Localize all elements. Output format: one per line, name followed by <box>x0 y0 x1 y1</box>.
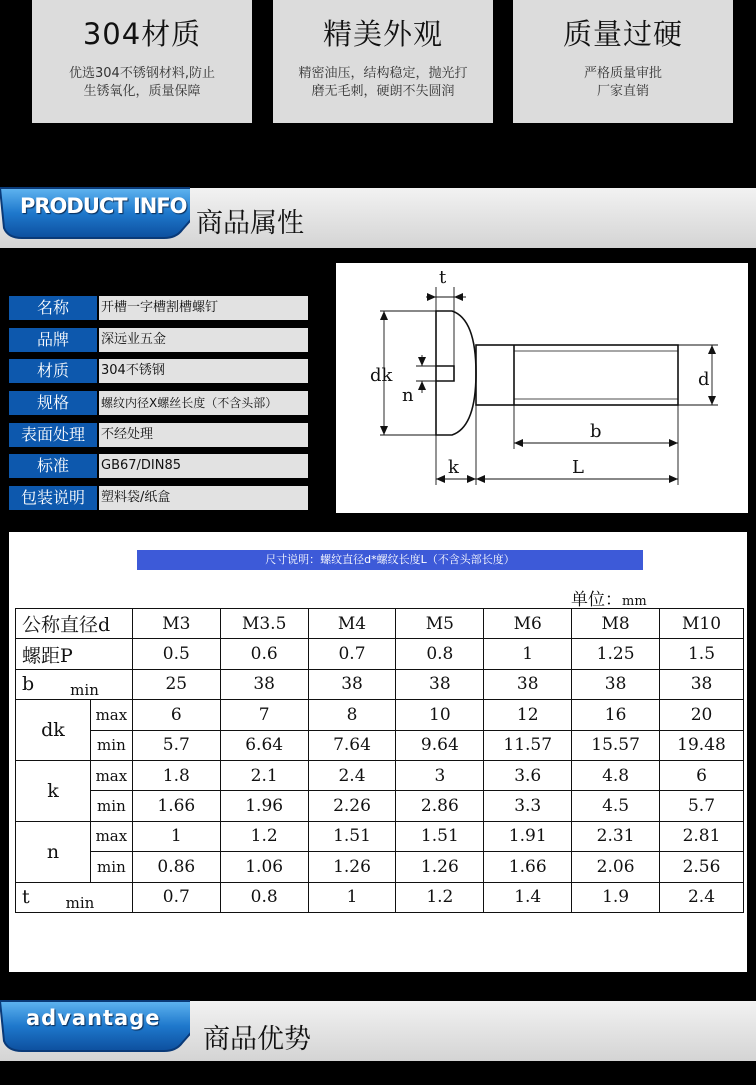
advantage-tab <box>0 993 190 1057</box>
n-max-cell: 2.81 <box>660 821 744 851</box>
t-cell: 0.7 <box>132 882 220 912</box>
attr-row-spec <box>9 391 308 415</box>
feature-card-appearance <box>273 0 493 123</box>
attr-value: 深远业五金 <box>99 328 308 352</box>
unit-value: mm <box>622 594 647 609</box>
n-max-cell: 1 <box>132 821 220 851</box>
n-label: n <box>16 821 91 882</box>
product-info-bar <box>0 188 756 248</box>
k-max-cell: 6 <box>660 760 744 790</box>
attr-key: 包装说明 <box>9 486 97 510</box>
max-label: max <box>90 700 132 730</box>
k-max-cell: 3.6 <box>484 760 572 790</box>
n-min-cell: 0.86 <box>132 852 220 882</box>
size-cell: M6 <box>484 609 572 639</box>
dk-min-cell: 7.64 <box>308 730 396 760</box>
t-label-cell <box>16 882 133 912</box>
dk-max-cell: 16 <box>572 700 660 730</box>
dk-max-cell: 20 <box>660 700 744 730</box>
n-min-cell: 1.26 <box>308 852 396 882</box>
dk-min-cell: 19.48 <box>660 730 744 760</box>
t-cell: 2.4 <box>660 882 744 912</box>
feature-card-quality <box>513 0 733 123</box>
min-label: min <box>90 791 132 821</box>
table-row <box>16 821 744 851</box>
pitch-cell: 0.7 <box>308 639 396 669</box>
feature-title: 304材质 <box>82 17 202 51</box>
pitch-cell: 1.5 <box>660 639 744 669</box>
t-cell: 1.9 <box>572 882 660 912</box>
feature-desc <box>513 65 733 101</box>
min-label: min <box>90 730 132 760</box>
attr-row-surface <box>9 423 308 447</box>
pitch-cell: 0.8 <box>396 639 484 669</box>
b-label-cell <box>16 669 133 699</box>
size-cell: M4 <box>308 609 396 639</box>
table-row <box>16 882 744 912</box>
feature-desc-line: 厂家直销 <box>596 84 649 99</box>
feature-desc-line: 优选304不锈钢材料,防止 <box>69 66 215 81</box>
screw-diagram <box>336 263 748 513</box>
k-min-cell: 2.86 <box>396 791 484 821</box>
b-cell: 38 <box>396 669 484 699</box>
size-note: 尺寸说明：螺纹直径d*螺纹长度L（不含头部长度） <box>137 550 643 570</box>
dk-min-cell: 5.7 <box>132 730 220 760</box>
n-max-cell: 1.51 <box>308 821 396 851</box>
feature-desc <box>32 65 252 101</box>
feature-desc <box>273 65 493 101</box>
max-label: max <box>90 821 132 851</box>
tab-text: PRODUCT INFO <box>20 194 187 218</box>
screw-drawing-icon <box>336 263 748 513</box>
feature-title: 质量过硬 <box>562 17 683 51</box>
dk-max-cell: 8 <box>308 700 396 730</box>
n-min-cell: 1.26 <box>396 852 484 882</box>
b-cell: 38 <box>484 669 572 699</box>
attr-key: 表面处理 <box>9 423 97 447</box>
label-t: t <box>439 267 447 288</box>
size-cell: M3.5 <box>220 609 308 639</box>
feature-desc-line: 严格质量审批 <box>583 66 662 81</box>
attr-row-standard <box>9 454 308 478</box>
attr-row-name <box>9 296 308 320</box>
b-label: b <box>22 673 35 696</box>
attr-key: 名称 <box>9 296 97 320</box>
dk-max-cell: 6 <box>132 700 220 730</box>
spec-table-panel <box>9 532 747 972</box>
size-cell: M3 <box>132 609 220 639</box>
label-d: d <box>698 369 710 390</box>
k-label: k <box>16 760 91 821</box>
k-min-cell: 2.26 <box>308 791 396 821</box>
table-row <box>16 791 744 821</box>
feature-desc-line: 精密油压，结构稳定，抛光打 <box>298 66 468 81</box>
attr-row-package <box>9 486 308 510</box>
label-L: L <box>572 457 584 478</box>
dk-max-cell: 10 <box>396 700 484 730</box>
k-max-cell: 1.8 <box>132 760 220 790</box>
t-cell: 1.4 <box>484 882 572 912</box>
k-max-cell: 2.4 <box>308 760 396 790</box>
unit-label <box>571 585 647 610</box>
t-sub: min <box>65 894 95 913</box>
attr-key: 材质 <box>9 359 97 383</box>
n-min-cell: 1.66 <box>484 852 572 882</box>
min-label: min <box>90 852 132 882</box>
b-sub: min <box>70 681 99 700</box>
table-row <box>16 852 744 882</box>
k-max-cell: 3 <box>396 760 484 790</box>
n-max-cell: 1.51 <box>396 821 484 851</box>
label-k: k <box>448 457 459 478</box>
attr-value: GB67/DIN85 <box>99 454 308 478</box>
feature-card-material <box>32 0 252 123</box>
k-min-cell: 3.3 <box>484 791 572 821</box>
label-b: b <box>590 421 602 442</box>
label-dk: dk <box>370 365 393 386</box>
attr-value: 螺纹内径X螺丝长度（不含头部） <box>99 391 308 415</box>
b-cell: 38 <box>220 669 308 699</box>
max-label: max <box>90 760 132 790</box>
t-cell: 1.2 <box>396 882 484 912</box>
t-cell: 1 <box>308 882 396 912</box>
feature-desc-line: 生锈氧化，质量保障 <box>83 84 201 99</box>
table-row <box>16 639 744 669</box>
t-label: t <box>22 886 30 909</box>
n-min-cell: 1.06 <box>220 852 308 882</box>
pitch-label: 螺距P <box>16 639 133 669</box>
unit-prefix: 单位： <box>571 590 622 610</box>
attr-value: 塑料袋/纸盒 <box>99 486 308 510</box>
dk-min-cell: 9.64 <box>396 730 484 760</box>
b-cell: 25 <box>132 669 220 699</box>
dk-min-cell: 11.57 <box>484 730 572 760</box>
pitch-cell: 1.25 <box>572 639 660 669</box>
attr-key: 品牌 <box>9 328 97 352</box>
dk-min-cell: 15.57 <box>572 730 660 760</box>
feature-title: 精美外观 <box>322 17 443 51</box>
attr-key: 标准 <box>9 454 97 478</box>
section-title: 商品属性 <box>196 208 304 239</box>
k-max-cell: 4.8 <box>572 760 660 790</box>
table-row <box>16 730 744 760</box>
header-label: 公称直径d <box>16 609 133 639</box>
k-min-cell: 1.96 <box>220 791 308 821</box>
b-cell: 38 <box>308 669 396 699</box>
k-min-cell: 4.5 <box>572 791 660 821</box>
table-row <box>16 609 744 639</box>
n-max-cell: 2.31 <box>572 821 660 851</box>
b-cell: 38 <box>572 669 660 699</box>
attr-value: 开槽一字槽割槽螺钉 <box>99 296 308 320</box>
attr-value: 不经处理 <box>99 423 308 447</box>
spec-table <box>15 608 744 913</box>
product-info-tab <box>0 180 190 244</box>
pitch-cell: 0.6 <box>220 639 308 669</box>
attr-value: 304不锈钢 <box>99 359 308 383</box>
section-title: 商品优势 <box>203 1024 311 1055</box>
b-cell: 38 <box>660 669 744 699</box>
label-n: n <box>402 385 414 406</box>
k-max-cell: 2.1 <box>220 760 308 790</box>
table-row <box>16 700 744 730</box>
dk-min-cell: 6.64 <box>220 730 308 760</box>
dk-max-cell: 12 <box>484 700 572 730</box>
table-row <box>16 760 744 790</box>
attr-row-brand <box>9 328 308 352</box>
size-cell: M5 <box>396 609 484 639</box>
k-min-cell: 1.66 <box>132 791 220 821</box>
attr-row-material <box>9 359 308 383</box>
k-min-cell: 5.7 <box>660 791 744 821</box>
n-max-cell: 1.91 <box>484 821 572 851</box>
feature-desc-line: 磨无毛刺，硬朗不失圆润 <box>311 84 455 99</box>
t-cell: 0.8 <box>220 882 308 912</box>
size-cell: M10 <box>660 609 744 639</box>
size-cell: M8 <box>572 609 660 639</box>
advantage-bar <box>0 1001 756 1061</box>
n-min-cell: 2.06 <box>572 852 660 882</box>
pitch-cell: 0.5 <box>132 639 220 669</box>
table-row <box>16 669 744 699</box>
n-min-cell: 2.56 <box>660 852 744 882</box>
pitch-cell: 1 <box>484 639 572 669</box>
dk-label: dk <box>16 700 91 761</box>
tab-text: advantage <box>26 1006 161 1030</box>
n-max-cell: 1.2 <box>220 821 308 851</box>
attr-key: 规格 <box>9 391 97 415</box>
dk-max-cell: 7 <box>220 700 308 730</box>
